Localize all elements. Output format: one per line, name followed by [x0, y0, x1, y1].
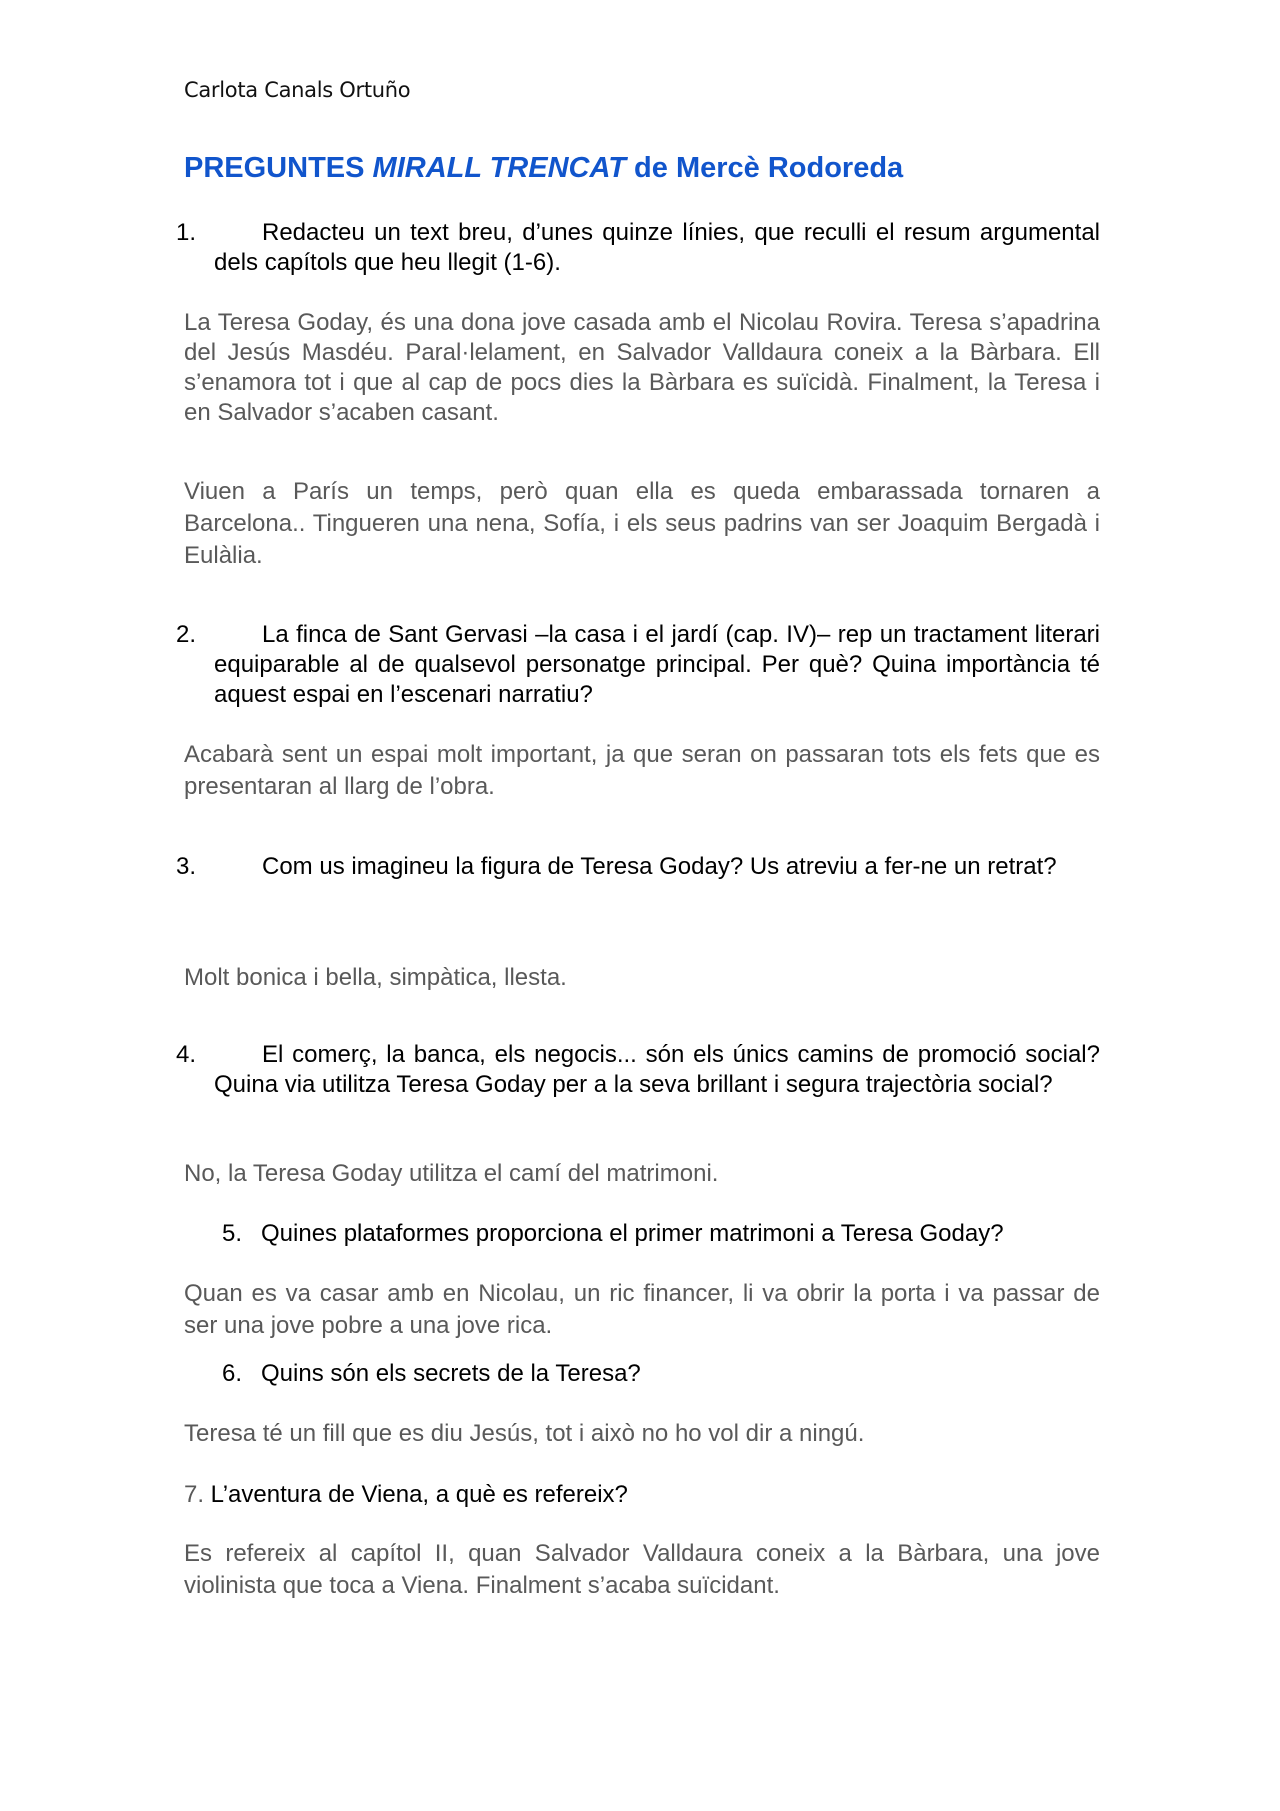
question-5	[222, 1219, 1121, 1249]
question-1-text: Redacteu un text breu, d’unes quinze línies, que reculli el resum argumental dels capítols que heu llegit (1-6).	[214, 219, 1100, 276]
question-4-number: 4.	[176, 1041, 197, 1068]
question-5-number: 5.	[222, 1220, 243, 1247]
answer-5: Quan es va casar amb en Nicolau, un ric financer, li va obrir la porta i va passar de ser una jove pobre a una jove rica.	[184, 1280, 1100, 1339]
question-3-number: 3.	[176, 853, 197, 880]
question-6-text: Quins són els secrets de la Teresa?	[261, 1360, 641, 1387]
question-2	[176, 620, 1100, 710]
question-1	[176, 218, 1100, 278]
answer-7: Es refereix al capítol II, quan Salvador Valldaura coneix a la Bàrbara, una jove violinista que toca a Viena. Finalment s’acaba suïcidant.	[184, 1540, 1100, 1599]
question-7-text: L’aventura de Viena, a què es refereix?	[204, 1481, 628, 1508]
question-4	[176, 1040, 1100, 1100]
answer-1a: La Teresa Goday, és una dona jove casada amb el Nicolau Rovira. Teresa s’apadrina del Jesús Masdéu. Paral·lelament, en Salvador Valldaura coneix a la Bàrbara. Ell s’enamora tot i que al cap de pocs dies la Bàrbara es suïcidà. Finalment, la Teresa i en Salvador s’acaben casant.	[184, 309, 1100, 426]
question-7-number: 7.	[184, 1481, 205, 1508]
page-title	[184, 152, 903, 185]
question-2-number: 2.	[176, 621, 197, 648]
question-5-text: Quines plataformes proporciona el primer matrimoni a Teresa Goday?	[261, 1220, 1004, 1247]
question-6	[222, 1359, 1121, 1389]
answer-6: Teresa té un fill que es diu Jesús, tot i això no ho vol dir a ningú.	[184, 1420, 865, 1447]
question-4-text: El comerç, la banca, els negocis... són els únics camins de promoció social? Quina via utilitza Teresa Goday per a la seva brillant i segura trajectòria social?	[214, 1041, 1100, 1098]
title-suffix: de Mercè Rodoreda	[625, 152, 904, 184]
question-1-number: 1.	[176, 219, 197, 246]
question-2-text: La finca de Sant Gervasi –la casa i el jardí (cap. IV)– rep un tractament literari equiparable al de qualsevol personatge principal. Per què? Quina importància té aquest espai en l’escenari narratiu?	[214, 621, 1100, 708]
question-3	[176, 852, 1100, 882]
question-7	[184, 1480, 628, 1510]
answer-2: Acabarà sent un espai molt important, ja que seran on passaran tots els fets que es presentaran al llarg de l’obra.	[184, 741, 1100, 800]
answer-1b: Viuen a París un temps, però quan ella es queda embarassada tornaren a Barcelona.. Tingueren una nena, Sofía, i els seus padrins van ser Joaquim Bergadà i Eulàlia.	[184, 478, 1100, 569]
title-prefix: PREGUNTES	[184, 152, 373, 184]
answer-4: No, la Teresa Goday utilitza el camí del matrimoni.	[184, 1160, 719, 1187]
question-6-number: 6.	[222, 1360, 243, 1387]
answer-3: Molt bonica i bella, simpàtica, llesta.	[184, 964, 567, 991]
title-work: MIRALL TRENCAT	[372, 152, 626, 184]
author-name: Carlota Canals Ortuño	[184, 78, 411, 102]
question-3-text: Com us imagineu la figura de Teresa Goday? Us atreviu a fer-ne un retrat?	[262, 853, 1057, 880]
